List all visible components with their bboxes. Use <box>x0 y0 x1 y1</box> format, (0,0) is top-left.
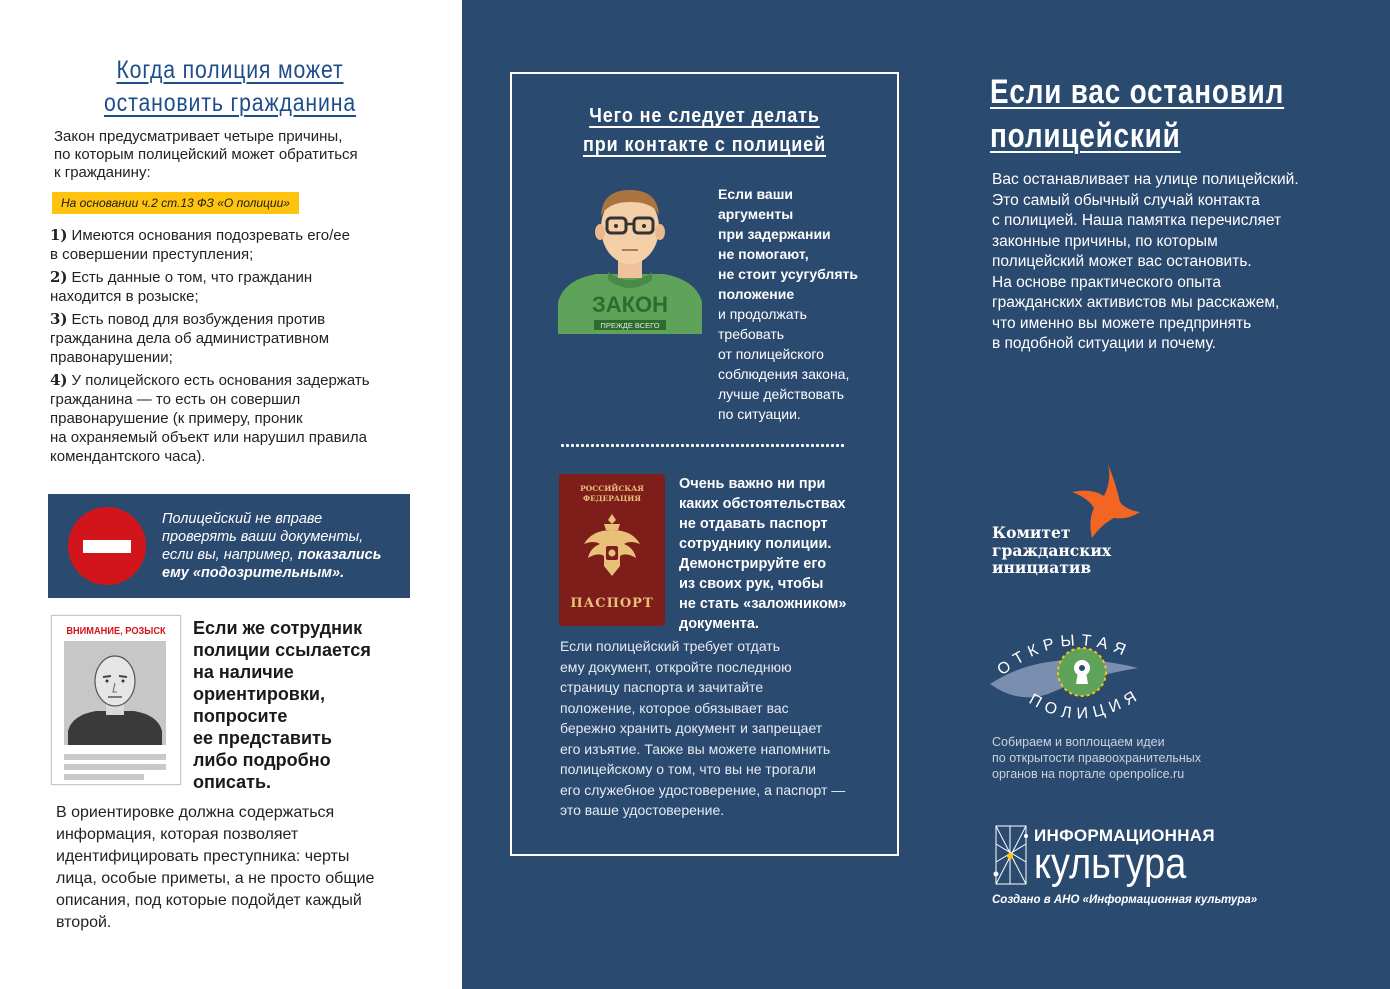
tip-bold-line: каких обстоятельствах <box>679 496 846 512</box>
tip-line: страницу паспорта и зачитайте <box>560 679 764 695</box>
reason-item <box>50 310 430 367</box>
reason-text: находится в розыске; <box>50 288 199 305</box>
reason-text: на охраняемый объект или нарушил правила <box>50 429 368 446</box>
callout-line: попросите <box>193 706 288 726</box>
tip-passport-details <box>560 636 880 821</box>
tip-line: лучше действовать <box>718 386 845 402</box>
reason-text: в совершении преступления; <box>50 246 254 263</box>
passport-header <box>559 484 665 504</box>
right-title-line2: полицейский <box>990 117 1181 155</box>
reason-number: 3) <box>50 310 68 328</box>
passport-icon <box>559 474 665 626</box>
frame-title-line1: Чего не следует делать <box>589 105 820 127</box>
tip-bold-line: положение <box>718 286 795 302</box>
tip-bold-line: не помогают, <box>718 246 809 262</box>
left-intro <box>54 128 414 182</box>
reason-number: 2) <box>50 268 68 286</box>
reason-text: Имеются основания подозревать его/ее <box>71 227 350 244</box>
tip-bold-line: Если ваши <box>718 186 793 202</box>
open-police-caption <box>992 734 1252 782</box>
right-title <box>990 70 1285 158</box>
tip-line: по ситуации. <box>718 406 801 422</box>
intro-line: гражданских активистов мы расскажем, <box>992 294 1280 311</box>
tip-line: положение, которое обязывает вас <box>560 699 789 716</box>
open-police-top-text: ОТКРЫТАЯ <box>994 631 1134 679</box>
intro-line: На основе практического опыта <box>992 273 1221 291</box>
intro-line: Вас останавливает на улице полицейский. <box>992 171 1299 188</box>
intro-line: с полицией. Наша памятка перечисляет <box>992 212 1282 229</box>
callout-line: ориентировки, <box>193 684 325 704</box>
no-entry-icon <box>68 507 146 585</box>
left-panel <box>0 0 462 989</box>
tip-bold-line: при задержании <box>718 226 831 242</box>
tip-line: ему документ, откройте последнюю <box>560 658 792 675</box>
intro-line: к гражданину: <box>54 164 151 181</box>
reason-number: 1) <box>50 226 68 244</box>
tip-line: и продолжать <box>718 306 807 322</box>
legal-basis-badge: На основании ч.2 ст.13 ФЗ «О полиции» <box>52 192 299 214</box>
callout-line: либо подробно <box>193 750 331 770</box>
tip-line: от полицейского <box>718 346 824 362</box>
right-intro <box>992 170 1352 355</box>
left-title-line2: остановить гражданина <box>103 89 356 117</box>
tip-bold-line: не отдавать паспорт <box>679 516 828 532</box>
info-culture-top-text: ИНФОРМАЦИОННАЯ <box>1034 826 1215 845</box>
frame-title-line2: при контакте с полицией <box>582 134 827 156</box>
kgi-line: инициатив <box>992 558 1092 577</box>
tip-line: его служебное удостоверение, а паспорт — <box>560 781 846 798</box>
reason-text: Есть повод для возбуждения против <box>71 311 326 328</box>
wanted-callout <box>193 617 423 793</box>
warning-box <box>48 494 410 598</box>
info-line: информация, которая позволяет <box>56 826 299 843</box>
passport-header-line: РОССИЙСКАЯ <box>580 484 644 493</box>
intro-line: по которым полицейский может обратиться <box>54 146 358 163</box>
caption-line: органов на портале openpolice.ru <box>992 767 1185 781</box>
info-culture-logo-icon <box>990 822 1032 888</box>
callout-line: полиции ссылается <box>193 640 371 660</box>
reason-item <box>50 226 430 264</box>
info-line: В ориентировке должна содержаться <box>56 804 335 821</box>
kgi-line: гражданских <box>992 540 1112 560</box>
info-line: второй. <box>56 914 112 931</box>
reasons-list <box>50 226 430 470</box>
intro-line: полицейский может вас остановить. <box>992 253 1252 270</box>
tip-bold-line: из своих рук, чтобы <box>679 576 824 592</box>
right-title-line1: Если вас остановил <box>990 73 1285 111</box>
warning-emphasis: показались <box>297 547 382 563</box>
shirt-sublabel: ПРЕЖДЕ ВСЕГО <box>600 321 660 330</box>
callout-line: описать. <box>193 772 272 792</box>
tip-line: Если полицейский требует отдать <box>560 638 781 654</box>
callout-line: Если же сотрудник <box>193 618 363 638</box>
orientation-info <box>56 802 426 934</box>
reason-text: гражданина — то есть он совершил <box>50 391 301 408</box>
info-line: лица, особые приметы, а не просто общие <box>56 870 375 887</box>
info-line: идентифицировать преступника: черты <box>56 848 350 865</box>
tip-bold-line: аргументы <box>718 206 794 222</box>
kgi-line: Комитет <box>992 523 1071 542</box>
tip-arguments <box>718 184 883 424</box>
info-culture-big-text: культура <box>1034 839 1187 888</box>
poster-text-line <box>64 764 166 770</box>
passport-label: ПАСПОРТ <box>570 596 654 611</box>
reason-text: комендантского часа). <box>50 448 206 465</box>
tip-line: соблюдения закона, <box>718 366 850 382</box>
reason-text: правонарушении; <box>50 349 173 366</box>
tip-passport <box>679 474 879 634</box>
left-title <box>69 54 392 120</box>
tip-bold-line: документа. <box>679 616 759 632</box>
poster-text-line <box>64 754 166 760</box>
suspect-portrait-icon <box>64 641 166 745</box>
tip-bold-line: Демонстрируйте его <box>679 556 827 572</box>
tip-line: его изъятие. Также вы можете напомнить <box>560 740 831 757</box>
wanted-poster <box>51 615 181 785</box>
reason-number: 4) <box>50 371 68 389</box>
callout-line: ее представить <box>193 728 332 748</box>
shirt-label: ЗАКОН <box>591 292 669 317</box>
man-with-glasses-icon <box>558 184 702 334</box>
dotted-divider <box>560 443 844 448</box>
warning-emphasis: ему «подозрительным». <box>162 565 345 581</box>
poster-text-line <box>64 774 144 780</box>
tip-line: требовать <box>718 326 785 342</box>
open-police-bottom-text: ПОЛИЦИЯ <box>1026 685 1145 723</box>
passport-header-line: ФЕДЕРАЦИЯ <box>583 494 641 503</box>
intro-line: законные причины, по которым <box>992 232 1218 250</box>
callout-line: на наличие <box>193 662 294 682</box>
intro-line: в подобной ситуации и почему. <box>992 335 1216 352</box>
caption-line: Собираем и воплощаем идеи <box>992 735 1165 749</box>
kgi-logo-text <box>992 524 1192 577</box>
reason-item <box>50 371 430 466</box>
warning-text <box>162 510 402 582</box>
tip-bold-line: не стать «заложником» <box>679 596 847 612</box>
coat-of-arms-icon <box>582 510 642 582</box>
open-police-logo-icon <box>988 624 1164 728</box>
reason-item <box>50 268 430 306</box>
left-title-line1: Когда полиция может <box>116 56 344 84</box>
warning-line: проверять ваши документы, <box>162 529 364 545</box>
tip-line: полицейскому о том, что вы не трогали <box>560 761 816 777</box>
tip-line: это ваше удостоверение. <box>560 802 725 818</box>
reason-text: гражданина дела об административном <box>50 330 330 347</box>
caption-line: по открытости правоохранительных <box>992 751 1202 765</box>
reason-text: Есть данные о том, что гражданин <box>71 269 313 286</box>
tip-bold-line: Очень важно ни при <box>679 476 826 492</box>
frame-title <box>531 102 878 160</box>
wanted-poster-title: ВНИМАНИЕ, РОЗЫСК <box>66 625 166 637</box>
warning-line: Полицейский не вправе <box>162 511 323 527</box>
warning-line: если вы, например, <box>162 547 298 563</box>
intro-line: Закон предусматривает четыре причины, <box>54 128 343 145</box>
reason-text: правонарушение (к примеру, проник <box>50 410 303 427</box>
intro-line: что именно вы можете предпринять <box>992 314 1252 332</box>
intro-line: Это самый обычный случай контакта <box>992 191 1260 209</box>
tip-line: бережно хранить документ и запрещает <box>560 720 823 736</box>
dont-do-frame <box>510 72 899 856</box>
info-culture-caption: Создано в АНО «Информационная культура» <box>992 894 1258 906</box>
tip-bold-line: сотруднику полиции. <box>679 536 832 552</box>
tip-bold-line: не стоит усугублять <box>718 266 858 282</box>
info-line: описания, под которые подойдет каждый <box>56 892 362 909</box>
reason-text: У полицейского есть основания задержать <box>71 372 370 389</box>
